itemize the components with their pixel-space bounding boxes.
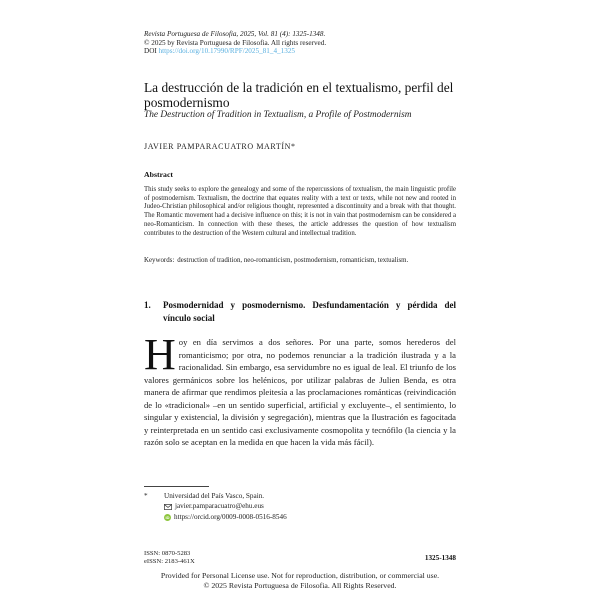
journal-citation: Revista Portuguesa de Filosofia, 2025, Vol. 81 (4): 1325-1348. [144,30,326,38]
body-paragraph [144,330,456,449]
author-name: JAVIER PAMPARACUATRO MARTÍN* [144,142,296,151]
doi-link[interactable]: https://doi.org/10.17990/RPF/2025_81_4_1325 [158,47,296,56]
author-orcid[interactable]: https://orcid.org/0009-0008-0516-8546 [174,512,287,521]
keywords-text: destruction of tradition, neo-romanticism, postmodernism, romanticism, textualism. [177,257,409,264]
orcid-icon: iD [165,514,170,520]
issn-block [144,550,195,566]
section-heading [144,299,456,325]
section-title: Posmodernidad y posmodernismo. Desfundamentación y pérdida del vínculo social [163,300,456,323]
envelope-icon [164,504,172,510]
footnote-rule [144,486,209,487]
journal-header [144,30,326,56]
keywords-label: Keywords: [144,257,175,264]
page-range: 1325-1348 [424,554,456,562]
license-footer [0,571,600,591]
doi-label: DOI [144,47,157,56]
doi-line [144,47,326,56]
keywords [144,257,456,266]
license-line-1: Provided for Personal License use. Not for reproduction, distribution, or commercial use. [160,571,440,580]
article-subtitle: The Destruction of Tradition in Textualism, a Profile of Postmodernism [144,110,412,120]
issn-electronic: eISSN: 2183-461X [144,558,195,566]
body-text: oy en día servimos a dos señores. Por una parte, somos herederos del romanticismo; por otra, no podemos renunciar a la tradición ilustrada y a la racionalidad. Sin embargo, esa servidumbre no es igual de leal. El triunfo de los valores germánicos sobre los helénicos, por utilizar palabras de Julien Benda, es otra manera de afirmar que rendimos pleitesía a las proclamaciones románticas (reivindicación de lo «tradicional» –en un sentido superficial, artificial y excluyente–, el sentimiento, lo singular y existencial, la división y segregación), mientras que la Ilustración es fagocitada y reinterpretada en un sentido casi exclusivamente cosmopolita y tecnófilo (la ciencia y la razón solo se aceptan en la medida en que hacen la vida más fácil). [144,337,456,447]
drop-cap: H [144,330,176,379]
section-number: 1. [144,300,151,310]
abstract-heading: Abstract [144,170,174,179]
abstract-text: This study seeks to explore the genealogy and some of the repercussions of textualism, the main linguistic profile of postmodernism. Textualism, the doctrine that equates reality with a text or texts, while not new and rooted in Judeo-Christian philosophical and/or religious thought, represented a discontinuity and a break with that thought. The Romantic movement had a decisive influence on this; it is not in vain that postmodernism can be considered a neo-Romanticism. In connection with these theses, the article addresses the question of how textualism contributes to the destruction of the Western cultural and intellectual tradition. [144,186,456,237]
author-affiliation: Universidad del País Vasco, Spain. [164,492,265,500]
author-email[interactable]: javier.pamparacuatro@ehu.eus [175,502,264,511]
issn-print: ISSN: 0870-5283 [144,550,191,557]
footnote [144,491,287,522]
article-title: La destrucción de la tradición en el textualismo, perfil del posmodernismo [144,80,454,110]
journal-copyright: © 2025 by Revista Portuguesa de Filosofia. All rights reserved. [144,38,327,47]
license-line-2: © 2025 Revista Portuguesa de Filosofia. All Rights Reserved. [203,581,397,590]
footnote-mark: * [144,492,148,500]
